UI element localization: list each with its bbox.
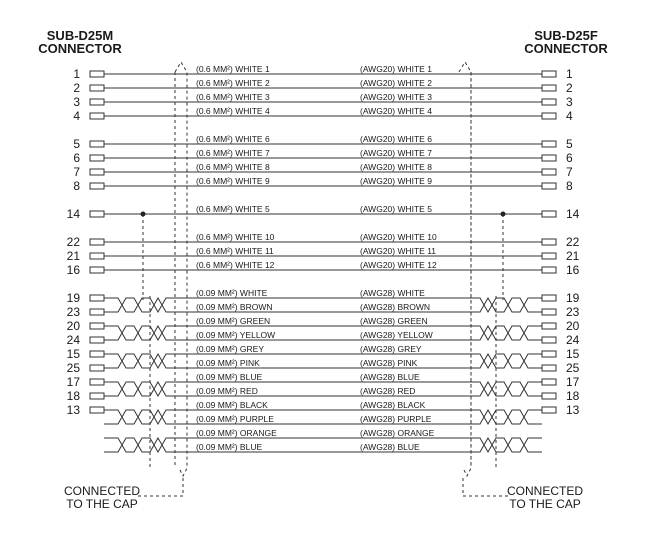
left-pin-number: 14 [66,207,80,221]
left-pin-number: 5 [73,137,80,151]
left-wire-label: (0.6 MM²) WHITE 1 [196,64,270,74]
right-pin-number: 23 [566,305,580,319]
right-pin-contact [542,323,556,329]
right-wire-label: (AWG28) PINK [360,358,418,368]
right-wire-label: (AWG28) WHITE [360,288,425,298]
right-pin-number: 4 [566,109,573,123]
right-pin-number: 22 [566,235,580,249]
right-cap-label-line1: CONNECTED [506,484,584,498]
left-pin-contact [90,85,104,91]
left-wire-label: (0.09 MM²) BLUE [196,372,263,382]
right-wire-label: (AWG28) PURPLE [360,414,432,424]
left-wire-label: (0.09 MM²) GREEN [196,316,271,326]
right-connector-title: SUB-D25F [534,28,598,43]
right-pin-number: 17 [566,375,580,389]
right-pin-number: 1 [566,67,573,81]
twisted-wire-line [104,354,542,368]
left-wire-label: (0.09 MM²) BLUE [196,442,263,452]
right-pin-contact [542,407,556,413]
left-pin-number: 25 [66,361,80,375]
left-pin-number: 22 [66,235,80,249]
right-pin-contact [542,141,556,147]
right-pin-number: 20 [566,319,580,333]
twisted-wire-line [104,438,542,452]
right-pin-contact [542,393,556,399]
right-pin-number: 15 [566,347,580,361]
left-wire-label: (0.09 MM²) RED [196,386,258,396]
right-wire-label: (AWG28) RED [360,386,416,396]
left-pin-contact [90,183,104,189]
left-pin-number: 4 [73,109,80,123]
left-wire-label: (0.09 MM²) GREY [196,344,265,354]
junction-dot [141,212,146,217]
left-pin-contact [90,253,104,259]
junction-dot [501,212,506,217]
right-pin-number: 3 [566,95,573,109]
right-pin-contact [542,239,556,245]
left-pin-number: 16 [66,263,80,277]
right-wire-label: (AWG20) WHITE 10 [360,232,437,242]
right-pin-contact [542,253,556,259]
cap-shield-line [138,478,183,496]
left-pin-number: 21 [66,249,80,263]
left-pin-number: 6 [73,151,80,165]
right-cap-label-line2: TO THE CAP [509,497,581,511]
left-wire-label: (0.09 MM²) BROWN [196,302,273,312]
right-wire-label: (AWG28) BLUE [360,442,420,452]
right-pin-contact [542,337,556,343]
twisted-wire-line [104,382,542,396]
right-wire-label: (AWG20) WHITE 8 [360,162,432,172]
right-pin-number: 6 [566,151,573,165]
right-connector-subtitle: CONNECTOR [524,41,608,56]
right-wire-label: (AWG20) WHITE 5 [360,204,432,214]
right-wire-label: (AWG20) WHITE 3 [360,92,432,102]
right-wire-label: (AWG28) BLACK [360,400,426,410]
left-pin-number: 1 [73,67,80,81]
twisted-wire-line [104,354,542,368]
right-pin-contact [542,211,556,217]
cap-shield-line [175,62,187,476]
left-pin-contact [90,113,104,119]
left-wire-label: (0.6 MM²) WHITE 6 [196,134,270,144]
cap-shield-line [459,62,471,476]
left-pin-contact [90,295,104,301]
right-pin-contact [542,169,556,175]
left-wire-label: (0.09 MM²) PINK [196,358,260,368]
right-wire-label: (AWG28) GREEN [360,316,428,326]
left-pin-contact [90,239,104,245]
left-pin-number: 20 [66,319,80,333]
left-wire-label: (0.6 MM²) WHITE 8 [196,162,270,172]
twisted-wire-line [104,298,542,312]
right-pin-contact [542,351,556,357]
left-pin-contact [90,365,104,371]
right-pin-number: 13 [566,403,580,417]
left-pin-number: 2 [73,81,80,95]
left-pin-number: 15 [66,347,80,361]
left-pin-contact [90,393,104,399]
right-pin-number: 19 [566,291,580,305]
right-wire-label: (AWG20) WHITE 1 [360,64,432,74]
right-pin-number: 25 [566,361,580,375]
right-pin-contact [542,309,556,315]
left-wire-label: (0.09 MM²) WHITE [196,288,268,298]
right-pin-contact [542,267,556,273]
left-wire-label: (0.6 MM²) WHITE 3 [196,92,270,102]
twisted-wire-line [104,410,542,424]
left-pin-contact [90,169,104,175]
left-connector-subtitle: CONNECTOR [38,41,122,56]
left-pin-contact [90,267,104,273]
left-pin-number: 18 [66,389,80,403]
left-wire-label: (0.09 MM²) YELLOW [196,330,276,340]
left-pin-contact [90,141,104,147]
twisted-wire-line [104,382,542,396]
left-pin-contact [90,155,104,161]
left-pin-contact [90,407,104,413]
left-wire-label: (0.09 MM²) PURPLE [196,414,274,424]
twisted-wire-line [104,410,542,424]
right-pin-contact [542,295,556,301]
right-pin-contact [542,71,556,77]
left-pin-number: 3 [73,95,80,109]
left-wire-label: (0.6 MM²) WHITE 4 [196,106,270,116]
right-pin-contact [542,85,556,91]
right-pin-number: 5 [566,137,573,151]
left-pin-number: 19 [66,291,80,305]
left-pin-number: 8 [73,179,80,193]
right-wire-label: (AWG28) ORANGE [360,428,435,438]
left-wire-label: (0.09 MM²) ORANGE [196,428,277,438]
left-pin-contact [90,351,104,357]
right-wire-label: (AWG28) GREY [360,344,422,354]
right-pin-contact [542,379,556,385]
left-pin-contact [90,337,104,343]
right-pin-number: 2 [566,81,573,95]
right-pin-contact [542,155,556,161]
left-wire-label: (0.6 MM²) WHITE 9 [196,176,270,186]
right-wire-label: (AWG28) BLUE [360,372,420,382]
twisted-wire-line [104,438,542,452]
right-wire-label: (AWG28) YELLOW [360,330,433,340]
left-wire-label: (0.6 MM²) WHITE 5 [196,204,270,214]
right-wire-label: (AWG20) WHITE 12 [360,260,437,270]
cap-shield-line [463,478,508,496]
right-pin-number: 21 [566,249,580,263]
left-cap-label-line1: CONNECTED [63,484,141,498]
right-pin-contact [542,113,556,119]
right-pin-number: 14 [566,207,580,221]
left-wire-label: (0.6 MM²) WHITE 7 [196,148,270,158]
right-wire-label: (AWG20) WHITE 7 [360,148,432,158]
left-pin-contact [90,379,104,385]
right-wire-label: (AWG20) WHITE 2 [360,78,432,88]
right-pin-number: 18 [566,389,580,403]
right-wire-label: (AWG20) WHITE 4 [360,106,432,116]
left-pin-contact [90,211,104,217]
left-wire-label: (0.6 MM²) WHITE 11 [196,246,274,256]
right-wire-label: (AWG28) BROWN [360,302,431,312]
left-wire-label: (0.6 MM²) WHITE 2 [196,78,270,88]
left-pin-number: 7 [73,165,80,179]
left-pin-number: 13 [66,403,80,417]
left-connector-title: SUB-D25M [46,28,114,43]
left-pin-contact [90,309,104,315]
left-wire-label: (0.09 MM²) BLACK [196,400,268,410]
right-pin-number: 24 [566,333,580,347]
left-pin-contact [90,323,104,329]
twisted-wire-line [104,326,542,340]
left-pin-contact [90,99,104,105]
twisted-wire-line [104,298,542,312]
right-wire-label: (AWG20) WHITE 6 [360,134,432,144]
left-wire-label: (0.6 MM²) WHITE 10 [196,232,275,242]
right-pin-contact [542,183,556,189]
right-wire-label: (AWG20) WHITE 9 [360,176,432,186]
left-wire-label: (0.6 MM²) WHITE 12 [196,260,275,270]
left-pin-number: 24 [66,333,80,347]
right-pin-contact [542,365,556,371]
right-pin-number: 7 [566,165,573,179]
left-pin-number: 17 [66,375,80,389]
twisted-wire-line [104,326,542,340]
left-cap-label-line2: TO THE CAP [66,497,138,511]
left-pin-contact [90,71,104,77]
right-wire-label: (AWG20) WHITE 11 [360,246,437,256]
right-pin-contact [542,99,556,105]
wire-group [67,62,580,496]
left-pin-number: 23 [66,305,80,319]
right-pin-number: 8 [566,179,573,193]
right-pin-number: 16 [566,263,580,277]
